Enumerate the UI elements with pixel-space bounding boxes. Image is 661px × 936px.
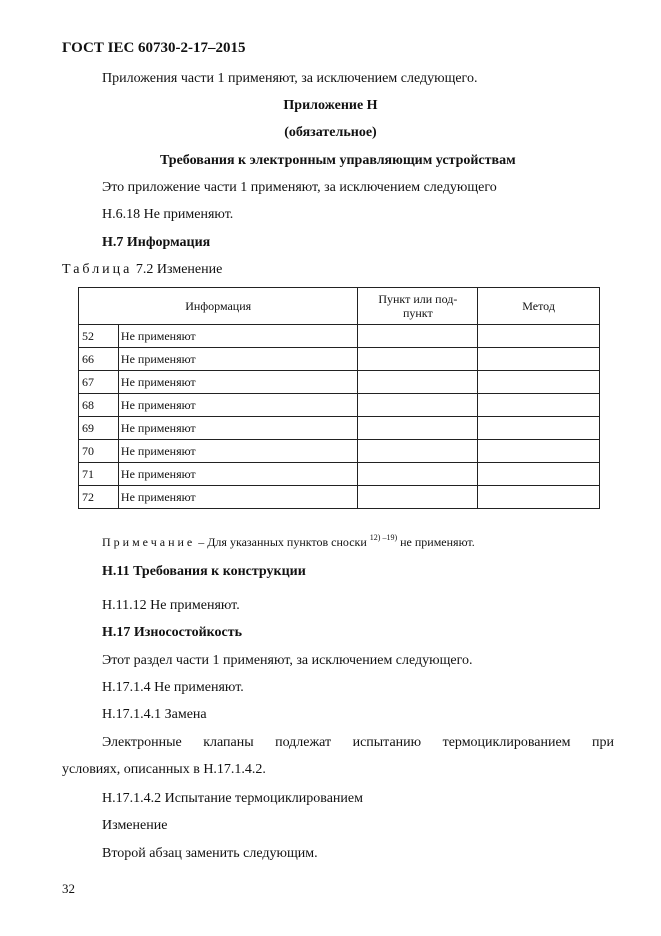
table-row [79,371,600,394]
row-method-cell [478,417,600,440]
row-method-cell [478,486,600,509]
word: клапаны [203,735,254,750]
row-clause-number: 66 [79,348,119,371]
table-row [79,325,600,348]
table-row [79,348,600,371]
row-clause-number: 69 [79,417,119,440]
valves-paragraph-line2: условиях, описанных в Н.17.1.4.2. [62,762,266,777]
row-clause-number: 68 [79,394,119,417]
annex-status: (обязательное) [284,125,377,140]
row-clause-cell [358,440,478,463]
row-method-cell [478,325,600,348]
table-note [102,533,475,550]
row-information: Не применяют [118,325,358,348]
row-information: Не применяют [118,440,358,463]
row-clause-cell [358,394,478,417]
annex-subject: Требования к электронным управляющим устройствам [160,153,516,168]
word: подлежат [275,735,332,750]
header-clause: Пункт или под- пункт [358,288,478,325]
section-h17-title: Н.17 Износостойкость [102,625,243,640]
table-row [79,486,600,509]
note-label: Примечание [102,535,196,549]
row-information: Не применяют [118,417,358,440]
clause-h11-12: Н.11.12 Не применяют. [102,598,240,613]
row-clause-cell [358,348,478,371]
row-clause-number: 71 [79,463,119,486]
replace-instruction: Второй абзац заменить следующим. [102,846,318,861]
clause-h17-1-4-2: Н.17.1.4.2 Испытание термоциклированием [102,791,363,806]
section-h7-title: Н.7 Информация [102,235,211,250]
row-clause-number: 70 [79,440,119,463]
row-clause-cell [358,486,478,509]
row-information: Не применяют [118,463,358,486]
row-clause-cell [358,417,478,440]
note-text-after: не применяют. [397,535,475,549]
row-method-cell [478,463,600,486]
clause-h17-1-4: Н.17.1.4 Не применяют. [102,680,244,695]
row-information: Не применяют [118,486,358,509]
row-method-cell [478,394,600,417]
row-method-cell [478,440,600,463]
row-clause-number: 67 [79,371,119,394]
valves-paragraph-line1 [102,735,614,751]
table-caption-rest: 7.2 Изменение [135,262,223,277]
document-code: ГОСТ IEC 60730-2-17–2015 [62,40,246,56]
h17-applies-paragraph: Этот раздел части 1 применяют, за исключением следующего. [102,653,473,668]
row-information: Не применяют [118,394,358,417]
change-table [78,287,600,509]
row-information: Не применяют [118,371,358,394]
word: термоциклированием [442,735,571,750]
annex-title: Приложение Н [283,98,378,113]
table-header-row [79,288,600,325]
change-label: Изменение [102,818,168,833]
annex-applies-paragraph: Это приложение части 1 применяют, за исключением следующего [102,180,497,195]
clause-h17-1-4-1: Н.17.1.4.1 Замена [102,707,207,722]
table-row [79,463,600,486]
table-row [79,440,600,463]
note-text-before: – Для указанных пунктов сноски [195,535,370,549]
intro-paragraph: Приложения части 1 применяют, за исключением следующего. [102,71,478,86]
clause-h6-18: Н.6.18 Не применяют. [102,207,234,222]
note-footnote-ref: 12) –19) [369,533,398,542]
table-caption-word: Таблица [62,262,133,277]
row-method-cell [478,348,600,371]
row-clause-cell [358,463,478,486]
row-clause-cell [358,371,478,394]
word: при [591,735,614,750]
table-row [79,394,600,417]
row-clause-cell [358,325,478,348]
word: испытанию [352,735,422,750]
row-information: Не применяют [118,348,358,371]
header-information: Информация [79,288,358,325]
word: Электронные [102,735,182,750]
section-h11-title: Н.11 Требования к конструкции [102,564,306,579]
page-number: 32 [62,881,75,896]
header-method: Метод [478,288,600,325]
table-row [79,417,600,440]
row-clause-number: 52 [79,325,119,348]
table-caption [62,262,222,278]
row-method-cell [478,371,600,394]
row-clause-number: 72 [79,486,119,509]
